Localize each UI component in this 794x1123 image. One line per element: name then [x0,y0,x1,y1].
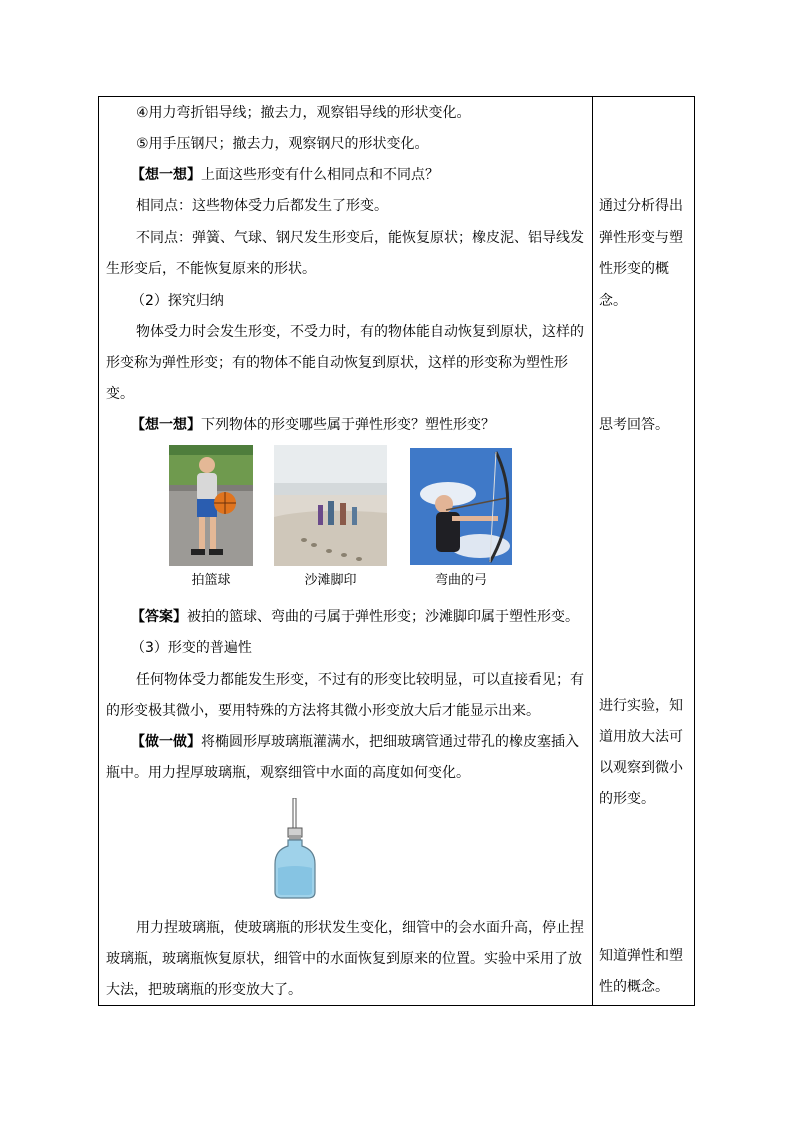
side-note-c-1: 进行实验，知 [599,698,683,714]
do-it-text-2: 瓶中。用力捏厚玻璃瓶，观察细管中水面的高度如何变化。 [106,765,470,781]
section-3-heading: （3）形变的普遍性 [131,640,252,656]
result-text-2: 玻璃瓶，玻璃瓶恢复原状，细管中的水面恢复到原来的位置。实验中采用了放 [106,951,582,967]
think-tag: 【想一想】 [131,167,201,183]
do-it-tag: 【做一做】 [131,734,201,750]
universality-text-1: 任何物体受力都能发生形变，不过有的形变比较明显，可以直接看见；有 [136,672,584,688]
step-4-text: ④用力弯折铝导线；撤去力，观察铝导线的形状变化。 [136,105,471,121]
do-it-body: 将椭圆形厚玻璃瓶灌满水，把细玻璃管通过带孔的橡皮塞插入 [201,734,579,750]
side-note-d-1: 知道弹性和塑 [599,948,683,964]
think-text: 下列物体的形变哪些属于弹性形变？塑性形变？ [201,417,495,433]
side-note-b: 思考回答。 [599,417,669,433]
bow-photo [410,448,512,565]
answer-text [131,607,579,627]
beach-photo [274,445,387,566]
result-text-1: 用力捏玻璃瓶，使玻璃瓶的形状发生变化，细管中的会水面升高，停止捏 [136,920,584,936]
answer-body: 被拍的篮球、弯曲的弓属于弹性形变；沙滩脚印属于塑性形变。 [187,609,579,625]
glass-bottle-diagram [270,798,320,900]
caption-basketball: 拍篮球 [191,573,231,588]
summary-text-3: 变。 [106,386,134,402]
side-note-a-4: 念。 [599,293,627,309]
side-note-c-3: 以观察到微小 [599,760,683,776]
section-2-heading: （2）探究归纳 [131,293,224,309]
answer-tag: 【答案】 [131,609,187,625]
caption-bow: 弯曲的弓 [434,573,487,588]
basketball-photo [169,445,253,566]
similarity-text: 相同点：这些物体受力后都发生了形变。 [136,198,388,214]
side-note-c-4: 的形变。 [599,791,655,807]
caption-beach: 沙滩脚印 [304,573,357,588]
universality-text-2: 的形变极其微小，要用特殊的方法将其微小形变放大后才能显示出来。 [106,703,540,719]
side-note-a-2: 弹性形变与塑 [599,230,683,246]
side-note-d-2: 性的概念。 [599,979,669,995]
summary-text-1: 物体受力时会发生形变，不受力时，有的物体能自动恢复到原状，这样的 [136,324,584,340]
think-question-2 [131,415,495,435]
side-note-a-1: 通过分析得出 [599,198,683,214]
do-it-text [131,732,579,752]
difference-text-2: 生形变后，不能恢复原来的形状。 [106,261,316,277]
side-note-c-2: 道用放大法可 [599,729,683,745]
column-divider [592,96,593,1006]
think-text: 上面这些形变有什么相同点和不同点？ [201,167,439,183]
think-question-1 [131,165,439,185]
think-tag: 【想一想】 [131,417,201,433]
side-note-a-3: 性形变的概 [599,261,669,277]
difference-text-1: 不同点：弹簧、气球、钢尺发生形变后，能恢复原状；橡皮泥、铝导线发 [136,230,584,246]
step-5-text: ⑤用手压钢尺；撤去力，观察钢尺的形状变化。 [136,136,429,152]
summary-text-2: 形变称为弹性形变；有的物体不能自动恢复到原状，这样的形变称为塑性形 [106,355,568,371]
result-text-3: 大法，把玻璃瓶的形变放大了。 [106,982,302,998]
